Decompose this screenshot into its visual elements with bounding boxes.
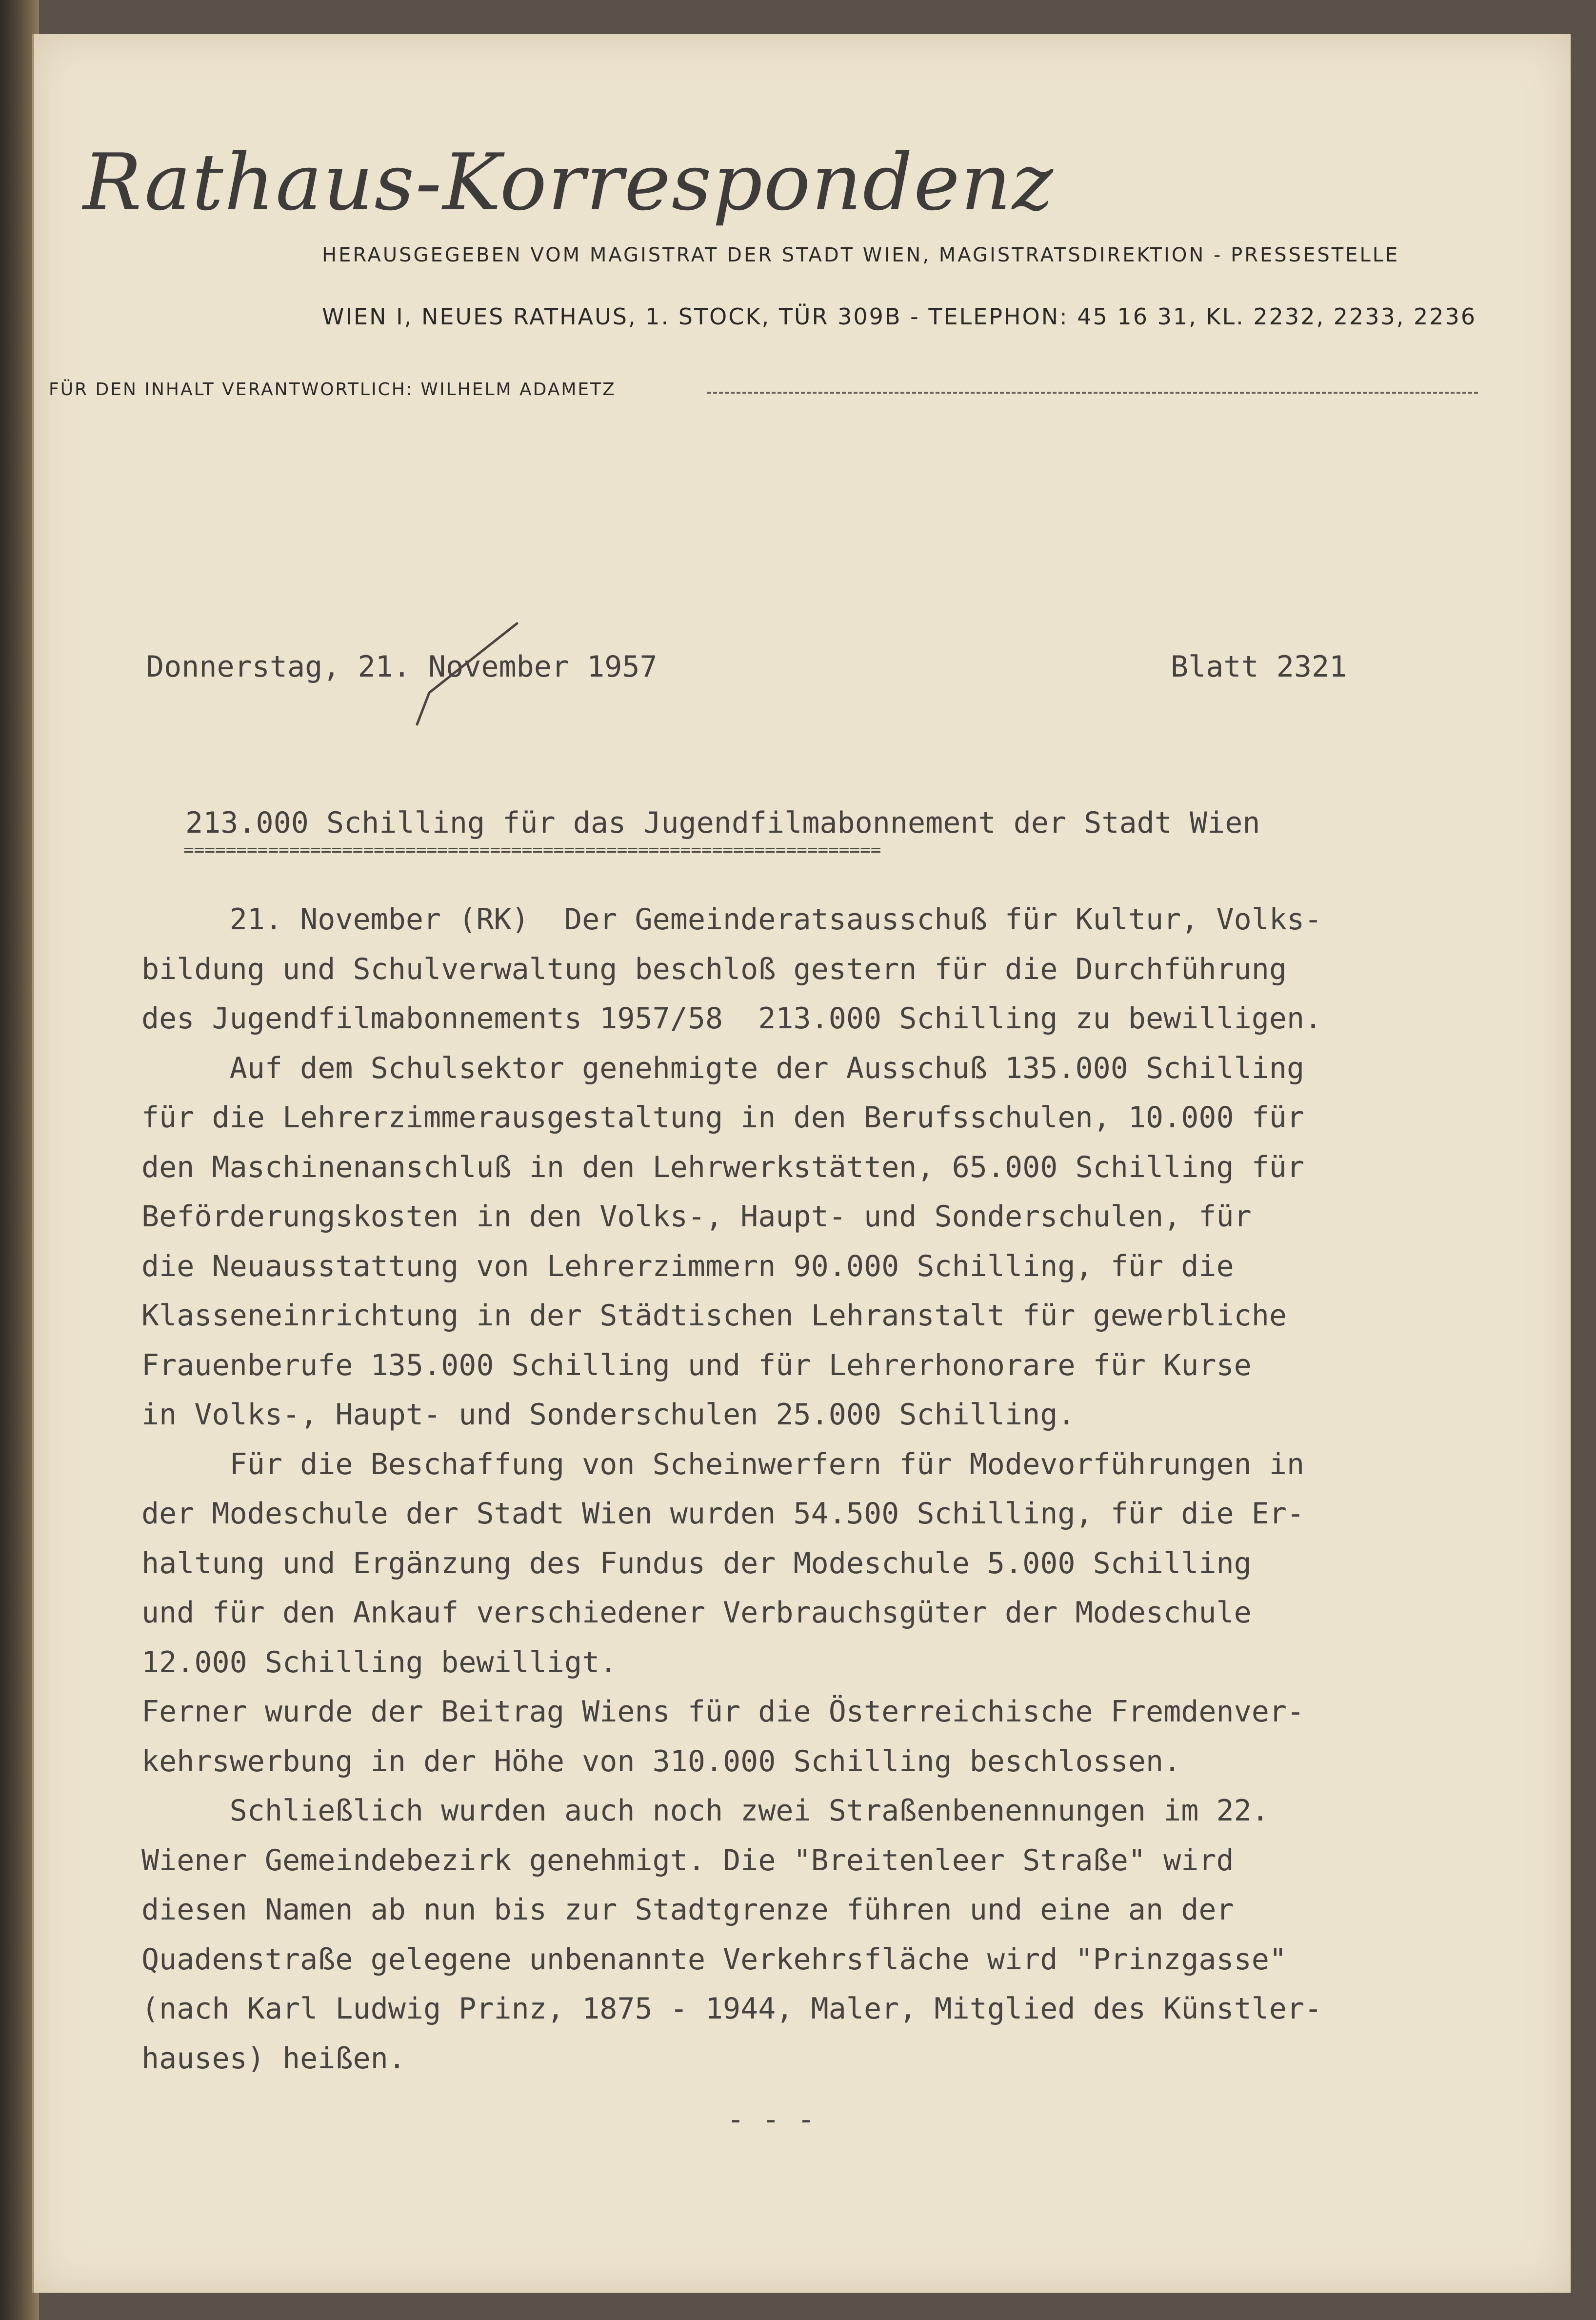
body-line: Auf dem Schulsektor genehmigte der Ausschuß 135.000 Schilling [141,1051,1305,1085]
body-line: bildung und Schulverwaltung beschloß gestern für die Durchführung [141,952,1287,986]
headline: 213.000 Schilling für das Jugendfilmabonnement der Stadt Wien [185,806,1260,840]
end-mark: - - - [727,2102,815,2137]
body-line: Schließlich wurden auch noch zwei Straßenbenennungen im 22. [141,1794,1269,1828]
body-line: Ferner wurde der Beitrag Wiens für die Österreichische Fremdenver- [141,1695,1305,1729]
body-line: Für die Beschaffung von Scheinwerfern für Modevorführungen in [141,1447,1305,1481]
publisher-line: HERAUSGEGEBEN VOM MAGISTRAT DER STADT WIEN, MAGISTRATSDIREKTION - PRESSESTELLE [322,244,1400,266]
body-line: Klasseneinrichtung in der Städtischen Lehranstalt für gewerbliche [141,1299,1287,1333]
address-line: WIEN I, NEUES RATHAUS, 1. STOCK, TÜR 309B - TELEPHON: 45 16 31, KL. 2232, 2233, 2236 [322,303,1477,330]
body-line: Beförderungskosten in den Volks-, Haupt- und Sonderschulen, für [141,1200,1252,1234]
body-line: haltung und Ergänzung des Fundus der Modeschule 5.000 Schilling [141,1546,1252,1580]
handwritten-check-mark [415,620,532,727]
body-line: kehrswerbung in der Höhe von 310.000 Schilling beschlossen. [141,1744,1181,1779]
body-line: für die Lehrerzimmerausgestaltung in den Berufsschulen, 10.000 für [141,1100,1305,1135]
body-line: Quadenstraße gelegene unbenannte Verkehrsfläche wird "Prinzgasse" [141,1942,1287,1977]
body-line: der Modeschule der Stadt Wien wurden 54.500 Schilling, für die Er- [141,1497,1305,1531]
document-page [32,34,1571,2293]
masthead-title: Rathaus-Korrespondenz [83,137,1055,228]
body-line: hauses) heißen. [141,2041,406,2076]
body-line: und für den Ankauf verschiedener Verbrauchsgüter der Modeschule [141,1596,1252,1630]
body-line: (nach Karl Ludwig Prinz, 1875 - 1944, Maler, Mitglied des Künstler- [141,1992,1322,2026]
body-line: diesen Namen ab nun bis zur Stadtgrenze führen und eine an der [141,1893,1234,1927]
headline-underline: ================================================================== [183,840,881,860]
body-line: 21. November (RK) Der Gemeinderatsausschuß für Kultur, Volks- [141,902,1322,937]
body-line: den Maschinenanschluß in den Lehrwerkstätten, 65.000 Schilling für [141,1150,1305,1184]
body-line: 12.000 Schilling bewilligt. [141,1645,618,1680]
body-line: die Neuausstattung von Lehrerzimmern 90.000 Schilling, für die [141,1249,1234,1283]
responsible-editor-line: FÜR DEN INHALT VERANTWORTLICH: WILHELM ADAMETZ [49,380,616,400]
body-line: in Volks-, Haupt- und Sonderschulen 25.000 Schilling. [141,1398,1076,1432]
body-line: Frauenberufe 135.000 Schilling und für Lehrerhonorare für Kurse [141,1348,1252,1382]
header-dashed-rule [707,392,1478,394]
body-line: des Jugendfilmabonnements 1957/58 213.000 Schilling zu bewilligen. [141,1001,1322,1036]
body-line: Wiener Gemeindebezirk genehmigt. Die "Breitenleer Straße" wird [141,1843,1234,1878]
sheet-number: Blatt 2321 [1171,650,1347,684]
dateline: Donnerstag, 21. November 1957 [146,650,658,684]
